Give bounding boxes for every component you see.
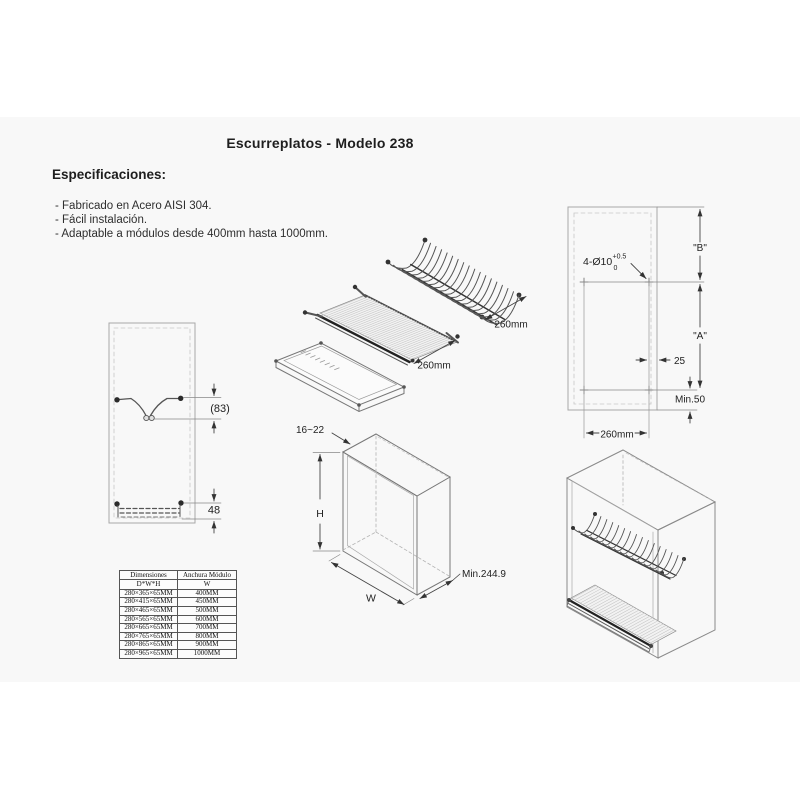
table-row [120, 649, 237, 658]
table-cell: 600MM [178, 615, 237, 624]
cabinet-rack [571, 512, 686, 579]
table-cell: 280×565×65MM [120, 615, 178, 624]
size-table-header-row [120, 571, 237, 580]
front-view-drawing [109, 323, 230, 533]
size-table-subheader-row [120, 580, 237, 589]
table-cell: 280×415×65MM [120, 598, 178, 607]
dim-b-label: "B" [693, 243, 707, 254]
page-title: Escurreplatos - Modelo 238 [226, 135, 414, 151]
table-cell: 1000MM [178, 649, 237, 658]
dim-bottom-clearance-label: Min.50 [674, 394, 706, 406]
table-cell: 800MM [178, 632, 237, 641]
cabinet-shelf [567, 585, 676, 652]
table-cell: 280×865×65MM [120, 641, 178, 650]
cabinet-3d-drawing [567, 450, 715, 658]
drip-tray-part [274, 341, 406, 411]
col-subheader-w: W [178, 580, 237, 589]
table-cell: 400MM [178, 589, 237, 598]
table-cell: 280×465×65MM [120, 607, 178, 616]
spec-item: - Fabricado en Acero AISI 304. [55, 200, 212, 212]
dim-hole-spacing-label: 260mm [600, 429, 634, 441]
table-cell: 500MM [178, 607, 237, 616]
table-cell: 900MM [178, 641, 237, 650]
col-header-dimensions: Dimensiones [120, 571, 178, 580]
specs-heading: Especificaciones: [52, 167, 167, 182]
table-row [120, 589, 237, 598]
table-row [120, 632, 237, 641]
spec-item: - Fácil instalación. [55, 214, 148, 226]
dim-a-label: "A" [693, 331, 707, 342]
size-table [119, 570, 237, 659]
table-cell: 450MM [178, 598, 237, 607]
panel-thickness-label: 16~22 [296, 425, 325, 436]
drill-template-drawing [568, 207, 707, 441]
module-width-label: W [366, 592, 376, 605]
table-cell: 280×965×65MM [120, 649, 178, 658]
hole-tolerance-lower-label: 0 [613, 265, 618, 272]
tray-height-dim-label: 48 [207, 504, 221, 517]
module-height-label: H [316, 508, 324, 520]
table-cell: 280×765×65MM [120, 632, 178, 641]
table-row [120, 607, 237, 616]
table-cell: 280×365×65MM [120, 589, 178, 598]
module-dimensions-drawing [296, 425, 506, 605]
shelf-depth-dim-label: 260mm [417, 360, 451, 372]
table-cell: 700MM [178, 624, 237, 633]
dish-rack-part [386, 238, 522, 325]
table-cell: 280×665×65MM [120, 624, 178, 633]
spec-item: - Adaptable a módulos desde 400mm hasta 1000mm. [55, 228, 328, 240]
col-header-module-width: Anchura Módulo [178, 571, 237, 580]
table-row [120, 615, 237, 624]
exploded-view-drawing [274, 238, 527, 412]
table-row [120, 624, 237, 633]
table-row [120, 598, 237, 607]
hole-callout-label: 4-Ø10 [583, 256, 613, 268]
rack-depth-dim-label: 260mm [494, 319, 528, 331]
rack-height-dim-label: (83) [210, 403, 230, 415]
module-depth-label: Min.244.9 [462, 569, 506, 580]
hole-tolerance-upper-label: +0.5 [612, 253, 627, 261]
dim-edge-offset-label: 25 [674, 356, 686, 367]
drill-hole-marks [580, 278, 653, 394]
table-row [120, 641, 237, 650]
col-subheader-dwh: D*W*H [120, 580, 178, 589]
